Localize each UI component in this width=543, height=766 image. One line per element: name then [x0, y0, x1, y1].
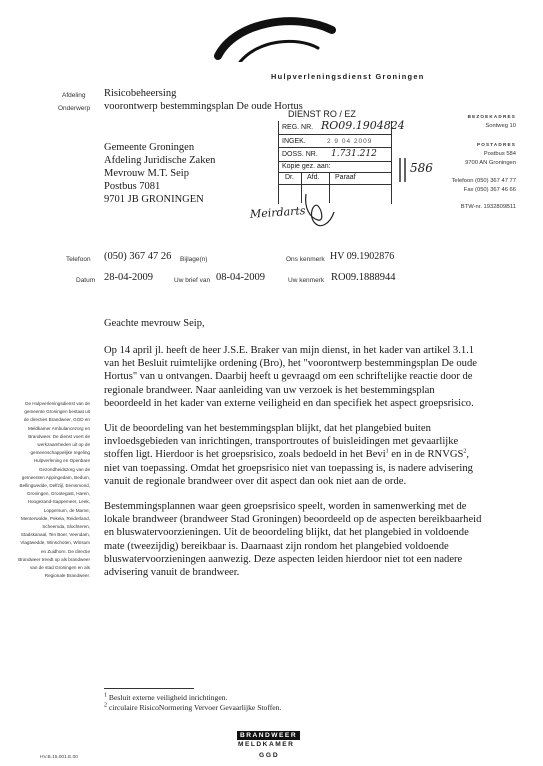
footnote-divider: [104, 688, 194, 689]
stamp-col-afd: Afd.: [307, 173, 320, 181]
fax-number: Fax (050) 367 46 66: [463, 187, 516, 193]
handwritten-name: Meirdarts: [249, 204, 306, 221]
datum-value: 28-04-2009: [104, 272, 153, 283]
uw-brief-label: Uw brief van: [174, 277, 211, 284]
onderwerp-label: Onderwerp: [58, 105, 91, 112]
footnote-text: Besluit externe veiligheid inrichtingen.: [108, 693, 228, 702]
address-line: Mevrouw M.T. Seip: [104, 168, 189, 179]
datum-label: Datum: [76, 277, 96, 284]
telefoon-label: Telefoon: [66, 256, 91, 263]
uw-brief-value: 08-04-2009: [216, 272, 265, 283]
organization-name: Hulpverleningsdienst Groningen: [271, 72, 425, 81]
stamp-kopie-label: Kopie gez. aan:: [282, 162, 331, 170]
sidebar-organization-text: De Hulpverleningsdienst van de gemeente Groningen bestaat uit de directies Brandweer, GGD en Meldkamer Ambulancezorg en Brandweer. De dienst voert de werkzaamheden uit op de gemeenschappelijke regeling Hulpverlening en Openbare Gezondheidszorg van de gemeenten Appingedam, Bedum, Bellingwedde, Delfzijl, Eemsmond, Groningen, Grootegast, Haren, Hoogezand-Sappemeer, Leek, Loppersum, de Marne, Menterwolde, Pekela, Reiderland, Scheemda, Slochteren, Stadskanaal, Ten Boer, Veendam, Vlagtwedde, Winschoten, Winsum en Zuidhorn. De directie Brandweer treedt op als brandweer van de stad Groningen en als Regionale Brandweer.: [18, 401, 90, 579]
stamp-header-row: [279, 173, 391, 185]
footer-form-code: HV.B.15.001.E.00: [40, 755, 78, 760]
stamp-reg-row: [279, 119, 405, 135]
right-info-column: [418, 112, 516, 212]
address-line: 9701 JB GRONINGEN: [104, 194, 204, 205]
recipient-address: [104, 141, 215, 206]
address-line: Postbus 7081: [104, 181, 161, 192]
afdeling-label: Afdeling: [62, 92, 86, 99]
stamp-reg-value: RO09.1904824: [321, 119, 405, 132]
postadres-line: Postbus 584: [483, 150, 516, 157]
ons-kenmerk-value: HV 09.1902876: [330, 251, 395, 262]
salutation: Geachte mevrouw Seip,: [104, 318, 205, 329]
stamp-doss-row: [279, 148, 391, 162]
stamp-title: DIENST RO / EZ: [288, 109, 356, 119]
footnote-mark: 1: [104, 692, 107, 699]
telefoon-general: Telefoon (050) 367 47 77: [451, 177, 516, 184]
organization-logo: [200, 4, 360, 62]
footnote-ref-1: 1: [385, 448, 389, 455]
handwritten-bracket: [396, 156, 412, 186]
paragraph-2-part: Uit de beoordeling van het bestemmingsplan blijkt, dat het plangebied buiten invloedsgebieden van inrichtingen, transportroutes of buisleidingen met gevaarlijke stoffen ligt. Hierdoor is het groepsrisico, zoals bedoeld in het Bevi: [104, 423, 459, 461]
address-line: Gemeente Groningen: [104, 142, 195, 153]
stamp-reg-label: REG. NR.: [282, 124, 314, 131]
paragraph-2-part: , niet van toepassing. Omdat het groepsrisico niet van toepassing is, is nadere advisering vanuit de regionale brandweer over dit aspect dan ook niet aan de orde.: [104, 449, 473, 487]
stamp-doss-label: DOSS. NR.: [282, 151, 318, 158]
bijlage-label: Bijlage(n): [180, 256, 208, 263]
stamp-kopie-row: [279, 162, 391, 173]
postadres-line: 9700 AN Groningen: [465, 160, 516, 166]
afdeling-value: Risicobeheersing: [104, 88, 177, 99]
stamp-doss-value: 1.731.212: [331, 149, 377, 159]
btw-number: BTW-nr. 1932809B11: [460, 203, 516, 210]
stamp-ingek-label: INGEK.: [282, 137, 306, 145]
ons-kenmerk-label: Ons kenmerk: [286, 256, 325, 263]
uw-kenmerk-value: RO09.1888944: [331, 272, 396, 283]
onderwerp-value: voorontwerp bestemmingsplan De oude Hortus: [104, 101, 303, 112]
address-line: Afdeling Juridische Zaken: [104, 155, 216, 166]
stamp-ingek-row: [279, 135, 391, 149]
stamp-ingek-value: 2 9 04 2009: [327, 137, 373, 145]
paragraph-1: Op 14 april jl. heeft de heer J.S.E. Braker van mijn dienst, in het kader van artikel 3.1.1 van het Besluit ruimtelijke ordening (Bro), het "voorontwerp bestemmingsplan De oude Hortus" van u ontvangen. Daarbij heeft u gevraagd om een schriftelijke reactie door de regionale brandweer. Naar aanleiding van uw verzoek is het bestemmingsplan beoordeeld in het kader van externe veiligheid en dan specifiek het aspect groepsrisico.: [104, 345, 477, 409]
footnote-text: circulaire RisicoNormering Vervoer Gevaarlijke Stoffen.: [108, 703, 282, 712]
footer-meldkamer: MELDKAMER: [238, 741, 295, 748]
footnote-1: [104, 693, 227, 703]
stamp-handwritten-extra: 586: [410, 161, 433, 175]
footnote-ref-2: 2: [463, 448, 467, 455]
uw-kenmerk-label: Uw kenmerk: [288, 277, 325, 284]
stamp-col-dr: Dr.: [285, 173, 294, 181]
paragraph-3: Bestemmingsplannen waar geen groepsrisico speelt, worden in samenwerking met de lokale brandweer (brandweer Stad Groningen) beoordeeld op de aspecten bereikbaarheid en bluswatervoorzieningen. Uit de beoordeling blijkt, dat het plangebied in voldoende mate (tweezijdig) bereikbaar is. Daarnaast zijn rondom het plangebied voldoende bluswatervoorzieningen aanwezig. Deze aspecten leiden hierdoor niet tot een nadere advisering vanuit de brandweer.: [104, 501, 482, 579]
paragraph-2: [104, 422, 482, 488]
bezoekadres-value: Sontweg 10: [485, 122, 516, 129]
stamp-col-paraaf: Paraaf: [335, 173, 356, 181]
telefoon-value: (050) 367 47 26: [104, 251, 172, 262]
bezoekadres-label: BEZOEKADRES: [467, 114, 516, 119]
footer-ggd: GGD: [259, 752, 280, 759]
footer-brandweer: BRANDWEER: [237, 731, 300, 740]
paragraph-2-part: en in de RNVGS: [388, 449, 464, 461]
letter-body: [104, 344, 482, 591]
footnote-2: [104, 703, 281, 713]
postadres-label: POSTADRES: [476, 142, 516, 147]
handwritten-paraaf: [300, 188, 340, 232]
footnote-mark: 2: [104, 702, 107, 709]
